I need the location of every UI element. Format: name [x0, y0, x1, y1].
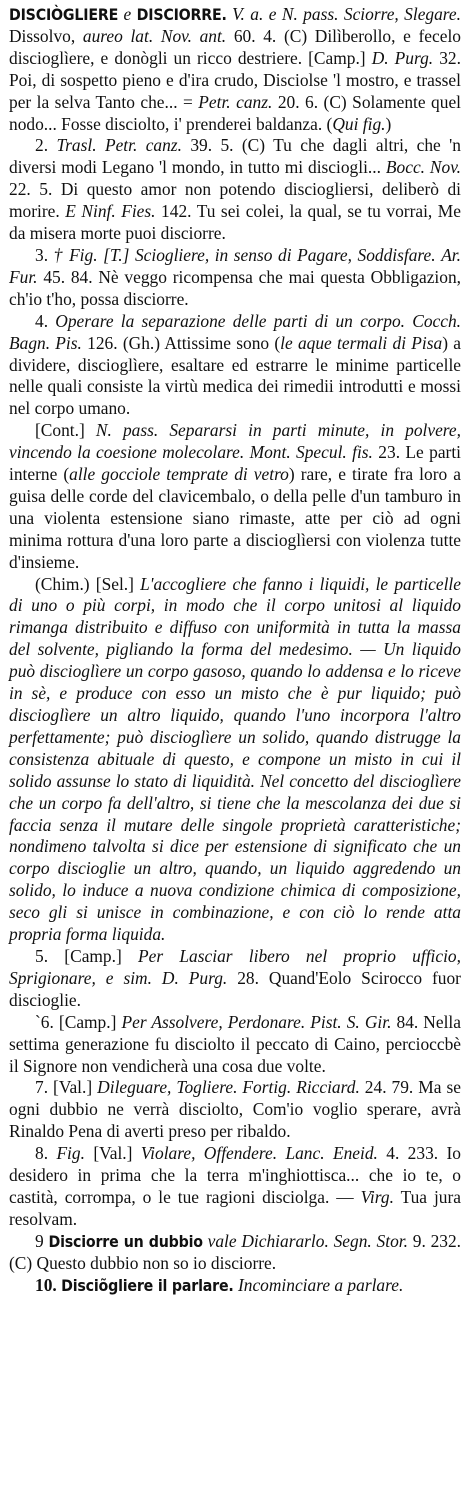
citation-text: 60. 4. (C) Dilìberollo, e fecelo discioglìere, e donògli un ricco destriere. [Camp.] — [9, 25, 461, 68]
sense-label: N. pass. — [95, 420, 159, 441]
sense-8 — [9, 1143, 461, 1231]
sense-definition: Per Lasciar libero nel proprio ufficio, Sprigionare, — [9, 945, 461, 988]
citation-source: E Ninf. Fies. — [65, 201, 156, 222]
punctuation: ) — [385, 113, 392, 134]
sense-definition: Violare, Offendere. — [140, 1143, 278, 1164]
chemistry-paragraph — [9, 574, 461, 946]
citation-source: Segn. Stor. — [333, 1230, 408, 1251]
citation-source: Mont. Specul. fis. — [249, 442, 373, 463]
citation-text: 39. 5. (C) Tu che dagli altri, che 'n diversi modi Legano 'l mondo, in tutto mi disciogli... — [9, 135, 461, 178]
sense-number: 8. — [35, 1143, 49, 1164]
citation-text: Tua jura resolvam. — [9, 1186, 461, 1229]
sense-3 — [9, 245, 461, 311]
citation-gloss: le aque termali di Pisa — [280, 332, 443, 353]
sense-number: 3. — [35, 244, 49, 265]
citation-text: 23. Le parti interne ( — [9, 442, 461, 485]
sense-number: 4. — [35, 310, 49, 331]
citation-source: Bocc. Nov. — [385, 157, 462, 178]
citation-text: 20. 6. (C) Solamente quel nodo... Fosse disciolto, i' prenderei baldanza. ( — [9, 91, 461, 134]
editor-tag: [Camp.] — [64, 945, 122, 966]
sense-number: 5. — [35, 945, 49, 966]
sense-label: Trasl. — [56, 135, 97, 156]
citation-text: 4. 233. Io desidero in prima che la terra m'inghiottisca... che io te, o castità, corrompa, o le tue ragioni disciolga. — — [9, 1143, 461, 1207]
synonyms: Sciorre, Slegare. — [343, 4, 461, 24]
editor-tag: [Val.] — [53, 1077, 93, 1098]
citation-text: ) a dividere, discioglìere, esaltare ed estrarre le minime particelle nelle quali consiste la virtù medica dei rimedii introdutti e mossi nel corpo umano. — [9, 332, 461, 419]
sense-7 — [9, 1077, 461, 1143]
sense-number: 7. — [35, 1077, 49, 1098]
continuation-paragraph — [9, 420, 461, 573]
chemistry-definition: L'accogliere che fanno i liquidi, le particelle di uno o più corpi, in modo che il corpo unitosi al liquido rimanga distribuito e diffuso con uniformità in tutta la massa del solvente, pigliando la forma del medesimo. — Un liquido può discioglìere un corpo gasoso, quando lo addensa e lo riceve in sè, e produce con esso un misto che è pur liquido; può discioglìere un altro liquido, quando l'uno incorpora l'altro perfettamente; può discioglìere un solido, quando distrugge la consistenza abituale di questo, e compone un misto in cui il solido assunse lo stato di liquidità. Nel concetto del discioglìere che un corpo fa dell'altro, si tiene che la mescolanza dei due si faccia senza il mutare delle singole proprietà caratteristiche; nondimeno talvolta si dice per estensione di significato che un corpo discioglie un altro, quando, un liquido aggredendo un solido, lo induce a nuova condizione chimica di composizione, seco gli si unisce in combinazione, e con ciò lo rende atta propria forma liquida. — [9, 573, 461, 945]
phrase-headword: Discio͂gliere il parlare. — [61, 1275, 234, 1295]
headword-conjunction: e — [123, 4, 132, 24]
citation-text: ) rare, e tirate fra loro a guisa delle corde del clavicembalo, o della pelle d'un tamburo in una violenta estensione siano rimaste, atte per ciò ad ogni minima rottura d'una loro parte a discioglìersi con violenza tutte d'insieme. — [9, 464, 461, 572]
sense-definition: vale Dichiararlo. — [207, 1230, 329, 1251]
entry-head — [9, 4, 461, 135]
latin-equivalent: Dissolvo, — [9, 25, 76, 46]
abbreviation: sim. — [123, 967, 152, 988]
sense-10 — [9, 1275, 461, 1297]
citation-text: 22. 5. Di questo amor non potendo disciogliersi, deliberò di morire. — [9, 179, 461, 222]
variant-headword: DISCIORRE. — [136, 5, 227, 24]
citation-source: Petr. canz. — [104, 135, 182, 156]
sense-2 — [9, 135, 461, 245]
sense-number: 2. — [35, 135, 49, 156]
editor-tag: [Val.] — [93, 1143, 133, 1164]
citation-source: D. Purg. — [161, 967, 228, 988]
usage-note: Qui fig. — [332, 113, 386, 134]
sense-6 — [9, 1012, 461, 1078]
sense-definition: Per Assolvere, Perdonare. — [121, 1011, 306, 1032]
latin-note: aureo lat. Nov. ant. — [82, 25, 227, 46]
sense-4 — [9, 311, 461, 421]
citation-source: Pist. S. Gir. — [310, 1011, 392, 1032]
headword: DISCIÒGLIERE — [9, 5, 119, 24]
citation-source: Cocch. Bagn. Pis. — [9, 310, 461, 353]
sense-number: 9 — [35, 1230, 44, 1251]
sense-5 — [9, 946, 461, 1012]
sense-label: Fig. — [56, 1143, 85, 1164]
citation-text: 126. (Gh.) Attissime sono ( — [87, 332, 281, 353]
sense-definition: Operare la separazione delle parti di un corpo. — [55, 310, 405, 331]
citation-source: Ar. Fur. — [9, 244, 461, 287]
sense-mark: † Fig. [T.] — [53, 244, 130, 265]
editor-tag: [Camp.] — [58, 1011, 117, 1032]
sense-9 — [9, 1231, 461, 1275]
citation-text: 9. 232. (C) Questo dubbio non so io disciorre. — [9, 1230, 462, 1273]
editor-tag: [Cont.] — [35, 420, 85, 441]
citation-source: Virg. — [360, 1186, 394, 1207]
sense-number: 10. — [35, 1274, 57, 1295]
conjunction: e — [105, 967, 114, 988]
citation-source: Lanc. Eneid. — [285, 1143, 378, 1164]
citation-text: 24. 79. Ma se ogni dubbio ne verrà disciolto, Com'io voglio sperare, avrà Rinaldo Pena di averti preso per ribaldo. — [9, 1077, 461, 1142]
citation-source: Petr. canz. — [198, 91, 273, 112]
citation-text: 45. 84. Nè veggo ricompensa che mai questa Obbligazion, ch'io t'ho, possa disciorre. — [9, 266, 461, 309]
sense-definition: Sciogliere, in senso di Pagare, Soddisfare. — [134, 244, 436, 265]
sense-definition: Dileguare, Togliere. — [97, 1077, 238, 1098]
grammar-label: V. a. e N. pass. — [232, 4, 339, 24]
citation-source: D. Purg. — [371, 47, 434, 68]
sense-definition: Incominciare a parlare. — [237, 1274, 404, 1295]
citation-text: 32. Poi, di sospetto pieno e d'ira crudo, Disciolse 'l mostro, e trassel per la selva Tanto che... = — [9, 47, 461, 112]
phrase-headword: Disciorre un dubbio — [48, 1231, 203, 1251]
sense-definition: Separarsi in parti minute, in polvere, vincendo la coesione molecolare. — [9, 420, 461, 463]
citation-text: 84. Nella settima generazione fu disciolto il peccato di Caino, percioccbè il Signore non vendicherà una cosa due volte. — [9, 1011, 461, 1076]
sense-number: `6. — [35, 1011, 54, 1032]
citation-source: Fortig. Ricciard. — [242, 1077, 360, 1098]
citation-gloss: alle gocciole temprate di vetro — [69, 464, 289, 485]
editor-tag: (Chim.) [Sel.] — [35, 573, 134, 594]
citation-text: 28. Quand'Eolo Scirocco fuor discioglie. — [9, 967, 461, 1010]
citation-text: 142. Tu sei colei, la qual, se tu vorrai, Me da misera morte puoi disciorre. — [9, 201, 461, 244]
